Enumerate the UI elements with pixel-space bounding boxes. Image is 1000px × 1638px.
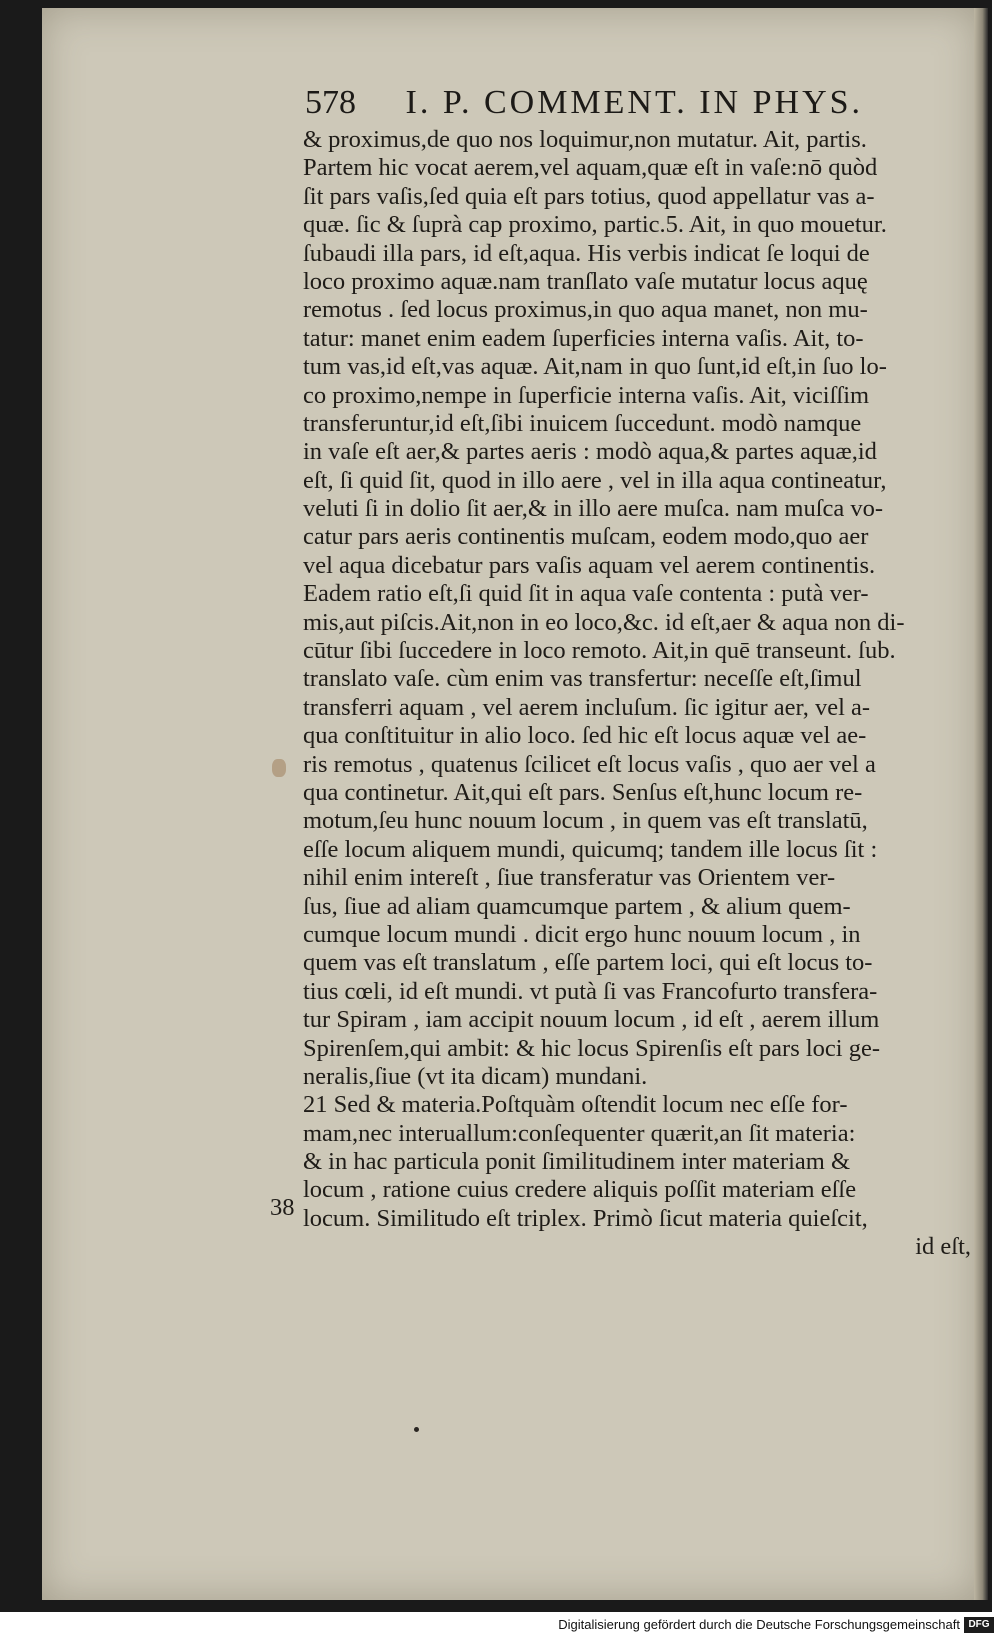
- text-line: ſubaudi illa pars, id eſt,aqua. His verbis indicat ſe loqui de: [303, 239, 870, 267]
- text-line: remotus . ſed locus proximus,in quo aqua manet, non mu-: [303, 296, 868, 324]
- text-line: locum , ratione cuius credere aliquis poſſit materiam eſſe: [303, 1176, 857, 1204]
- text-line: nihil enim intereſt , ſiue transferatur vas Orientem ver-: [303, 864, 836, 892]
- text-line: cumque locum mundi . dicit ergo hunc nouum locum , in: [303, 920, 861, 948]
- text-line: tius cœli, id eſt mundi. vt putà ſi vas Francofurto transfera-: [303, 977, 878, 1005]
- text-line: cūtur ſibi ſuccedere in loco remoto. Ait,in quē transeunt. ſub.: [303, 637, 896, 665]
- text-line: transferuntur,id eſt,ſibi inuicem ſuccedunt. modò namque: [303, 409, 862, 437]
- page-edge: [974, 8, 988, 1600]
- text-line: Spirenſem,qui ambit: & hic locus Spirenſis eſt pars loci ge-: [303, 1034, 881, 1062]
- text-line: id eſt,: [915, 1233, 971, 1261]
- running-header: [305, 84, 885, 124]
- text-line: eſt, ſi quid ſit, quod in illo aere , vel in illa aqua contineatur,: [303, 466, 887, 494]
- text-line: co proximo,nempe in ſuperficie interna vaſis. Ait, viciſſim: [303, 381, 870, 409]
- text-line: Eadem ratio eſt,ſi quid ſit in aqua vaſe contenta : putà ver-: [303, 580, 869, 608]
- text-line: transferri aquam , vel aerem incluſum. ſic igitur aer, vel a-: [303, 693, 871, 721]
- text-line: ſus, ſiue ad aliam quamcumque partem , & alium quem-: [303, 892, 851, 920]
- text-line: neralis,ſiue (vt ita dicam) mundani.: [303, 1062, 648, 1090]
- text-line: motum,ſeu hunc nouum locum , in quem vas eſt translatū,: [303, 807, 868, 835]
- text-line: in vaſe eſt aer,& partes aeris : modò aqua,& partes aquæ,id: [303, 438, 877, 466]
- text-line: quæ. ſic & ſuprà cap proximo, partic.5. Ait, in quo mouetur.: [303, 211, 887, 239]
- ink-dot: [414, 1427, 419, 1432]
- text-line: locum. Similitudo eſt triplex. Primò ſicut materia quieſcit,: [303, 1204, 868, 1232]
- text-line: translato vaſe. cùm enim vas transfertur: neceſſe eſt,ſimul: [303, 665, 862, 693]
- text-line: ris remotus , quatenus ſcilicet eſt locus vaſis , quo aer vel a: [303, 750, 876, 778]
- text-line: tur Spiram , iam accipit nouum locum , id eſt , aerem illum: [303, 1006, 880, 1034]
- text-line: & proximus,de quo nos loquimur,non mutatur. Ait, partis.: [303, 126, 867, 153]
- body-text: [303, 126, 971, 1262]
- text-line: tum vas,id eſt,vas aquæ. Ait,nam in quo ſunt,id eſt,in ſuo lo-: [303, 353, 887, 381]
- text-line: veluti ſi in dolio ſit aer,& in illo aere muſca. nam muſca vo-: [303, 495, 884, 523]
- footer-bar: [0, 1614, 1000, 1638]
- text-line: eſſe locum aliquem mundi, quicumq; tandem ille locus ſit :: [303, 835, 878, 863]
- page-number: 578: [305, 84, 356, 121]
- text-line: quem vas eſt translatum , eſſe partem loci, qui eſt locus to-: [303, 949, 873, 977]
- funding-note: Digitalisierung gefördert durch die Deutsche Forschungsgemeinschaft: [558, 1617, 960, 1632]
- text-line: mis,aut piſcis.Ait,non in eo loco,&c. id eſt,aer & aqua non di-: [303, 608, 905, 636]
- paper-stain: [272, 759, 286, 777]
- text-line: ſit pars vaſis,ſed quia eſt pars totius, quod appellatur vas a-: [303, 182, 875, 210]
- text-line: qua conſtituitur in alio loco. ſed hic eſt locus aquæ vel ae-: [303, 722, 867, 750]
- text-line: 21 Sed & materia.Poſtquàm oſtendit locum nec eſſe for-: [303, 1091, 848, 1119]
- text-line: catur pars aeris continentis muſcam, eodem modo,quo aer: [303, 523, 869, 551]
- text-line: loco proximo aquæ.nam tranſlato vaſe mutatur locus aquę: [303, 267, 868, 295]
- running-title: I. P. COMMENT. IN PHYS.: [405, 84, 864, 121]
- text-line: qua continetur. Ait,qui eſt pars. Senſus eſt,hunc locum re-: [303, 778, 863, 806]
- text-line: & in hac particula ponit ſimilitudinem inter materiam &: [303, 1148, 851, 1176]
- text-line: vel aqua dicebatur pars vaſis aquam vel aerem continentis.: [303, 551, 876, 579]
- margin-number: 38: [270, 1194, 295, 1221]
- text-line: mam,nec interuallum:conſequenter quærit,an ſit materia:: [303, 1119, 856, 1147]
- dfg-logo: DFG: [964, 1617, 994, 1633]
- text-line: Partem hic vocat aerem,vel aquam,quæ eſt in vaſe:nō quòd: [303, 154, 878, 182]
- text-line: tatur: manet enim eadem ſuperficies interna vaſis. Ait, to-: [303, 324, 864, 352]
